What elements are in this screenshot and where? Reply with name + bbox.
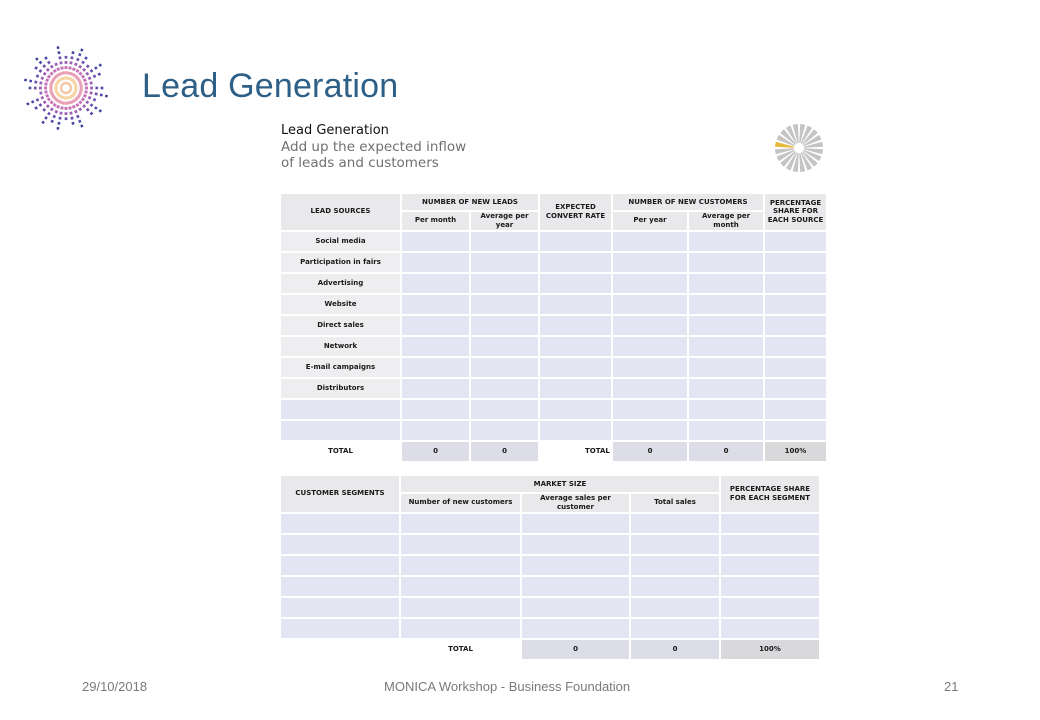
- input-cell[interactable]: [401, 556, 520, 575]
- lead-source-row: [281, 337, 826, 356]
- input-cell[interactable]: [540, 379, 611, 398]
- input-cell[interactable]: [540, 337, 611, 356]
- input-cell[interactable]: [765, 400, 826, 419]
- input-cell[interactable]: [689, 232, 763, 251]
- header-convert-rate-line-1: EXPECTED: [555, 203, 596, 211]
- header-convert-rate-line-2: CONVERT RATE: [545, 211, 606, 220]
- segment-row: [281, 619, 819, 638]
- input-cell[interactable]: [721, 598, 819, 617]
- input-cell[interactable]: [471, 400, 538, 419]
- input-cell[interactable]: [540, 232, 611, 251]
- header-segment-percentage: [721, 476, 819, 512]
- input-cell[interactable]: [613, 400, 687, 419]
- input-cell[interactable]: [522, 577, 629, 596]
- input-cell[interactable]: [765, 274, 826, 293]
- header-percentage-share: [765, 194, 826, 230]
- segment-name-cell[interactable]: [281, 556, 399, 575]
- lead-source-row: [281, 400, 826, 419]
- input-cell[interactable]: [765, 295, 826, 314]
- input-cell[interactable]: [689, 316, 763, 335]
- segment-name-cell[interactable]: [281, 619, 399, 638]
- input-cell[interactable]: [402, 295, 469, 314]
- input-cell[interactable]: [522, 535, 629, 554]
- header-lead-sources: LEAD SOURCES: [281, 194, 400, 230]
- segment-total-avg-sales: 0: [522, 640, 629, 659]
- lead-source-row: [281, 421, 826, 440]
- input-cell[interactable]: [540, 316, 611, 335]
- input-cell[interactable]: [613, 253, 687, 272]
- input-cell[interactable]: [522, 514, 629, 533]
- input-cell[interactable]: [540, 274, 611, 293]
- lead-source-label: [281, 400, 400, 419]
- segment-name-cell[interactable]: [281, 598, 399, 617]
- input-cell[interactable]: [540, 421, 611, 440]
- input-cell[interactable]: [402, 421, 469, 440]
- input-cell[interactable]: [402, 400, 469, 419]
- input-cell[interactable]: [613, 232, 687, 251]
- input-cell[interactable]: [613, 316, 687, 335]
- input-cell[interactable]: [471, 379, 538, 398]
- header-convert-rate: [540, 194, 611, 230]
- header-avg-sales: Average sales per customer: [522, 494, 629, 512]
- input-cell[interactable]: [402, 232, 469, 251]
- segment-total-percentage: 100%: [721, 640, 819, 659]
- input-cell[interactable]: [471, 295, 538, 314]
- input-cell[interactable]: [721, 577, 819, 596]
- input-cell[interactable]: [540, 358, 611, 377]
- input-cell[interactable]: [631, 535, 719, 554]
- input-cell[interactable]: [471, 316, 538, 335]
- input-cell[interactable]: [689, 358, 763, 377]
- input-cell[interactable]: [689, 337, 763, 356]
- segment-total-sales: 0: [631, 640, 719, 659]
- lead-source-label: Participation in fairs: [281, 253, 400, 272]
- input-cell[interactable]: [689, 421, 763, 440]
- segment-name-cell[interactable]: [281, 514, 399, 533]
- header-new-customers: NUMBER OF NEW CUSTOMERS: [613, 194, 763, 210]
- input-cell[interactable]: [471, 253, 538, 272]
- total-percentage: 100%: [765, 442, 826, 461]
- segment-row: [281, 577, 819, 596]
- input-cell[interactable]: [765, 253, 826, 272]
- total-customers-per-year: 0: [613, 442, 687, 461]
- input-cell[interactable]: [613, 295, 687, 314]
- lead-source-row: [281, 232, 826, 251]
- input-cell[interactable]: [471, 337, 538, 356]
- input-cell[interactable]: [721, 556, 819, 575]
- lead-source-label: Advertising: [281, 274, 400, 293]
- input-cell[interactable]: [471, 421, 538, 440]
- page-number: 21: [944, 679, 959, 694]
- input-cell[interactable]: [689, 400, 763, 419]
- lead-source-row: [281, 295, 826, 314]
- header-pct-line-2: SHARE FOR: [772, 207, 819, 216]
- footer-date: 29/10/2018: [82, 679, 148, 694]
- input-cell[interactable]: [613, 421, 687, 440]
- input-cell[interactable]: [471, 358, 538, 377]
- input-cell[interactable]: [613, 379, 687, 398]
- lead-source-row: [281, 379, 826, 398]
- header-customer-segments: CUSTOMER SEGMENTS: [281, 476, 399, 512]
- total-spacer: [281, 640, 399, 659]
- form-heading: Lead Generation: [281, 123, 389, 138]
- input-cell[interactable]: [631, 514, 719, 533]
- segment-row: [281, 556, 819, 575]
- total-label: TOTAL: [281, 442, 400, 461]
- input-cell[interactable]: [522, 598, 629, 617]
- input-cell[interactable]: [402, 274, 469, 293]
- input-cell[interactable]: [613, 358, 687, 377]
- form-subtitle-line-2: of leads and customers: [281, 155, 439, 171]
- input-cell[interactable]: [765, 421, 826, 440]
- lead-source-label: Social media: [281, 232, 400, 251]
- lead-rows: [281, 232, 826, 440]
- total-customers-avg-per-month: 0: [689, 442, 763, 461]
- input-cell[interactable]: [522, 619, 629, 638]
- input-cell[interactable]: [765, 379, 826, 398]
- header-avg-per-year: Average per year: [471, 212, 538, 230]
- segment-name-cell[interactable]: [281, 535, 399, 554]
- lead-source-label: Distributors: [281, 379, 400, 398]
- slide-title: Lead Generation: [142, 67, 399, 105]
- input-cell[interactable]: [471, 274, 538, 293]
- lead-source-label: [281, 421, 400, 440]
- input-cell[interactable]: [401, 514, 520, 533]
- lead-source-row: [281, 274, 826, 293]
- input-cell[interactable]: [471, 232, 538, 251]
- lead-source-label: Network: [281, 337, 400, 356]
- input-cell[interactable]: [631, 556, 719, 575]
- input-cell[interactable]: [402, 253, 469, 272]
- input-cell[interactable]: [765, 358, 826, 377]
- input-cell[interactable]: [402, 358, 469, 377]
- segment-rows: [281, 514, 819, 638]
- input-cell[interactable]: [522, 556, 629, 575]
- header-seg-pct-line-2: FOR EACH SEGMENT: [729, 493, 811, 502]
- header-total-sales: Total sales: [631, 494, 719, 512]
- input-cell[interactable]: [765, 337, 826, 356]
- input-cell[interactable]: [689, 295, 763, 314]
- total-leads-avg-per-year: 0: [471, 442, 538, 461]
- segment-row: [281, 535, 819, 554]
- customer-segments-table: [279, 474, 821, 661]
- lead-source-label: Direct sales: [281, 316, 400, 335]
- footer-title: MONICA Workshop - Business Foundation: [384, 679, 631, 694]
- input-cell[interactable]: [540, 253, 611, 272]
- header-market-size: MARKET SIZE: [401, 476, 719, 492]
- input-cell[interactable]: [401, 577, 520, 596]
- header-pct-line-1: PERCENTAGE: [769, 198, 822, 207]
- input-cell[interactable]: [689, 379, 763, 398]
- input-cell[interactable]: [540, 400, 611, 419]
- header-avg-per-month: Average per month: [689, 212, 763, 230]
- input-cell[interactable]: [631, 598, 719, 617]
- input-cell[interactable]: [689, 253, 763, 272]
- input-cell[interactable]: [765, 232, 826, 251]
- segmented-wheel-icon: [774, 123, 824, 173]
- lead-source-row: [281, 253, 826, 272]
- monica-logo-icon: [16, 44, 110, 134]
- header-seg-pct-line-1: PERCENTAGE SHARE: [729, 485, 811, 493]
- segment-name-cell[interactable]: [281, 577, 399, 596]
- input-cell[interactable]: [721, 514, 819, 533]
- header-number-new-customers: Number of new customers: [401, 494, 520, 512]
- segment-row: [281, 514, 819, 533]
- header-pct-line-3: EACH SOURCE: [767, 216, 824, 225]
- input-cell[interactable]: [631, 619, 719, 638]
- input-cell[interactable]: [631, 577, 719, 596]
- lead-source-row: [281, 358, 826, 377]
- input-cell[interactable]: [401, 598, 520, 617]
- input-cell[interactable]: [401, 619, 520, 638]
- header-per-year: Per year: [613, 212, 687, 230]
- header-per-month: Per month: [402, 212, 469, 230]
- segment-row: [281, 598, 819, 617]
- segment-total-label: TOTAL: [401, 640, 520, 659]
- input-cell[interactable]: [613, 337, 687, 356]
- total-label-customers: TOTAL: [540, 442, 611, 461]
- total-leads-per-month: 0: [402, 442, 469, 461]
- input-cell[interactable]: [765, 316, 826, 335]
- lead-source-label: E-mail campaigns: [281, 358, 400, 377]
- input-cell[interactable]: [721, 619, 819, 638]
- input-cell[interactable]: [613, 274, 687, 293]
- input-cell[interactable]: [540, 295, 611, 314]
- header-new-leads: NUMBER OF NEW LEADS: [402, 194, 538, 210]
- lead-source-row: [281, 316, 826, 335]
- input-cell[interactable]: [721, 535, 819, 554]
- input-cell[interactable]: [402, 316, 469, 335]
- input-cell[interactable]: [402, 379, 469, 398]
- input-cell[interactable]: [402, 337, 469, 356]
- form-subtitle-line-1: Add up the expected inflow: [281, 139, 467, 155]
- lead-sources-table: [279, 192, 828, 463]
- lead-source-label: Website: [281, 295, 400, 314]
- input-cell[interactable]: [689, 274, 763, 293]
- input-cell[interactable]: [401, 535, 520, 554]
